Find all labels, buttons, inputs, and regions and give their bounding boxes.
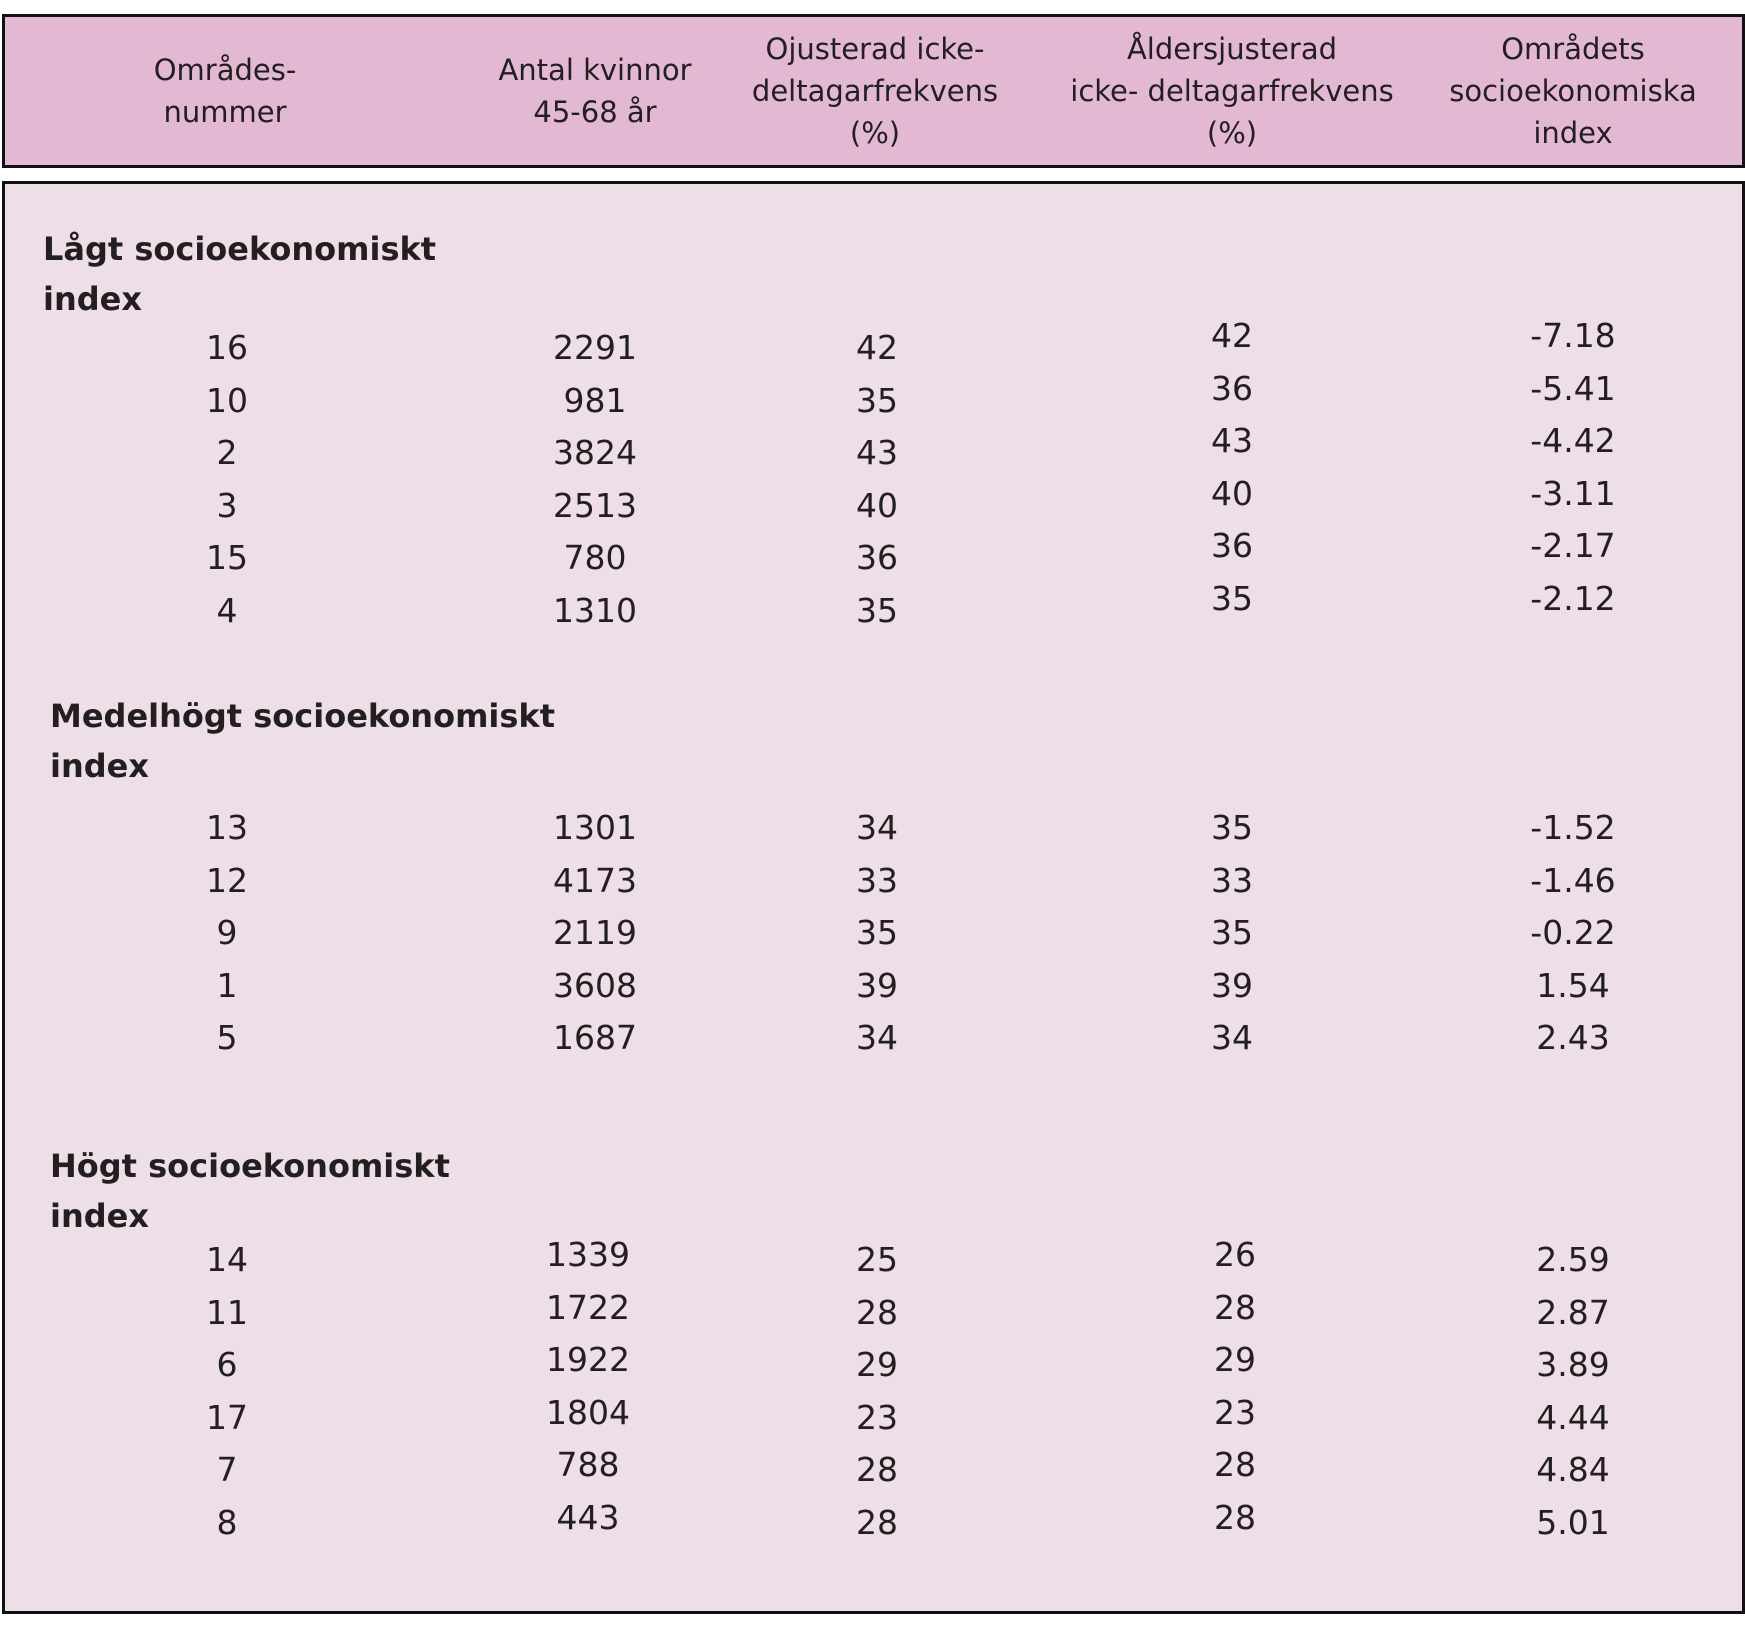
cell-adjusted: 29 bbox=[1214, 1340, 1256, 1379]
cell-women: 1922 bbox=[546, 1340, 630, 1379]
group-title-medium-high: Medelhögt socioekonomiskt index bbox=[50, 697, 555, 785]
cell-index: 2.87 bbox=[1536, 1293, 1610, 1332]
table-header bbox=[2, 14, 1745, 168]
cell-unadjusted: 35 bbox=[856, 591, 898, 630]
cell-women: 1339 bbox=[546, 1235, 630, 1274]
cell-area: 2 bbox=[216, 433, 238, 472]
cell-unadjusted: 28 bbox=[856, 1450, 898, 1489]
header-socioeconomic-index: Områdets socioekonomiska index bbox=[1449, 32, 1697, 150]
cell-adjusted: 28 bbox=[1214, 1498, 1256, 1537]
cell-index: -4.42 bbox=[1530, 421, 1616, 460]
cell-women: 2291 bbox=[553, 328, 637, 367]
cell-adjusted: 28 bbox=[1214, 1445, 1256, 1484]
cell-index: 2.59 bbox=[1536, 1240, 1610, 1279]
cell-women: 1804 bbox=[546, 1393, 630, 1432]
cell-women: 443 bbox=[556, 1498, 620, 1537]
cell-adjusted: 40 bbox=[1211, 474, 1253, 513]
cell-index: -7.18 bbox=[1530, 316, 1616, 355]
header-area-number: Områdes- nummer bbox=[153, 53, 297, 129]
cell-women: 4173 bbox=[553, 861, 637, 900]
cell-women: 3608 bbox=[553, 966, 637, 1005]
cell-area: 9 bbox=[216, 913, 238, 952]
cell-unadjusted: 35 bbox=[856, 913, 898, 952]
cell-area: 3 bbox=[216, 486, 238, 525]
cell-area: 10 bbox=[206, 381, 248, 420]
cell-index: 4.44 bbox=[1536, 1398, 1610, 1437]
cell-area: 15 bbox=[206, 538, 248, 577]
cell-adjusted: 35 bbox=[1211, 913, 1253, 952]
cell-area: 1 bbox=[216, 966, 238, 1005]
cell-adjusted: 23 bbox=[1214, 1393, 1256, 1432]
cell-women: 2119 bbox=[553, 913, 637, 952]
cell-index: 3.89 bbox=[1536, 1345, 1610, 1384]
cell-index: -5.41 bbox=[1530, 369, 1616, 408]
cell-unadjusted: 25 bbox=[856, 1240, 898, 1279]
cell-women: 981 bbox=[563, 381, 627, 420]
cell-unadjusted: 35 bbox=[856, 381, 898, 420]
cell-unadjusted: 36 bbox=[856, 538, 898, 577]
cell-area: 8 bbox=[216, 1503, 238, 1542]
cell-adjusted: 35 bbox=[1211, 579, 1253, 618]
cell-index: 5.01 bbox=[1536, 1503, 1610, 1542]
cell-unadjusted: 42 bbox=[856, 328, 898, 367]
cell-adjusted: 36 bbox=[1211, 526, 1253, 565]
group-title-low: Lågt socioekonomiskt index bbox=[43, 230, 437, 318]
cell-index: -2.12 bbox=[1530, 579, 1616, 618]
cell-adjusted: 26 bbox=[1214, 1235, 1256, 1274]
cell-women: 1310 bbox=[553, 591, 637, 630]
cell-index: -1.46 bbox=[1530, 861, 1616, 900]
cell-unadjusted: 39 bbox=[856, 966, 898, 1005]
cell-area: 16 bbox=[206, 328, 248, 367]
cell-unadjusted: 34 bbox=[856, 1018, 898, 1057]
table-body bbox=[2, 181, 1745, 1614]
cell-index: -3.11 bbox=[1530, 474, 1616, 513]
cell-unadjusted: 34 bbox=[856, 808, 898, 847]
cell-index: 1.54 bbox=[1536, 966, 1610, 1005]
cell-women: 1722 bbox=[546, 1288, 630, 1327]
cell-adjusted: 42 bbox=[1211, 316, 1253, 355]
cell-index: -1.52 bbox=[1530, 808, 1616, 847]
cell-women: 1687 bbox=[553, 1018, 637, 1057]
cell-women: 3824 bbox=[553, 433, 637, 472]
cell-adjusted: 36 bbox=[1211, 369, 1253, 408]
cell-adjusted: 28 bbox=[1214, 1288, 1256, 1327]
cell-women: 2513 bbox=[553, 486, 637, 525]
cell-area: 5 bbox=[216, 1018, 238, 1057]
cell-index: 4.84 bbox=[1536, 1450, 1610, 1489]
cell-adjusted: 35 bbox=[1211, 808, 1253, 847]
cell-index: -0.22 bbox=[1530, 913, 1616, 952]
cell-women: 788 bbox=[556, 1445, 620, 1484]
cell-index: -2.17 bbox=[1530, 526, 1616, 565]
cell-unadjusted: 28 bbox=[856, 1293, 898, 1332]
cell-unadjusted: 33 bbox=[856, 861, 898, 900]
header-adjusted-rate: Åldersjusterad icke- deltagarfrekvens (%) bbox=[1070, 32, 1394, 150]
cell-area: 4 bbox=[216, 591, 238, 630]
cell-area: 6 bbox=[216, 1345, 238, 1384]
cell-adjusted: 33 bbox=[1211, 861, 1253, 900]
cell-adjusted: 39 bbox=[1211, 966, 1253, 1005]
cell-area: 17 bbox=[206, 1398, 248, 1437]
group-title-high: Högt socioekonomiskt index bbox=[50, 1147, 450, 1235]
cell-adjusted: 43 bbox=[1211, 421, 1253, 460]
cell-area: 7 bbox=[216, 1450, 238, 1489]
header-women-count: Antal kvinnor 45-68 år bbox=[498, 53, 692, 129]
cell-unadjusted: 28 bbox=[856, 1503, 898, 1542]
cell-adjusted: 34 bbox=[1211, 1018, 1253, 1057]
cell-area: 13 bbox=[206, 808, 248, 847]
cell-unadjusted: 43 bbox=[856, 433, 898, 472]
cell-women: 780 bbox=[563, 538, 627, 577]
cell-area: 11 bbox=[206, 1293, 248, 1332]
cell-area: 14 bbox=[206, 1240, 248, 1279]
cell-unadjusted: 23 bbox=[856, 1398, 898, 1437]
cell-women: 1301 bbox=[553, 808, 637, 847]
cell-area: 12 bbox=[206, 861, 248, 900]
cell-unadjusted: 40 bbox=[856, 486, 898, 525]
header-unadjusted-rate: Ojusterad icke- deltagarfrekvens (%) bbox=[751, 32, 999, 150]
cell-index: 2.43 bbox=[1536, 1018, 1610, 1057]
cell-unadjusted: 29 bbox=[856, 1345, 898, 1384]
